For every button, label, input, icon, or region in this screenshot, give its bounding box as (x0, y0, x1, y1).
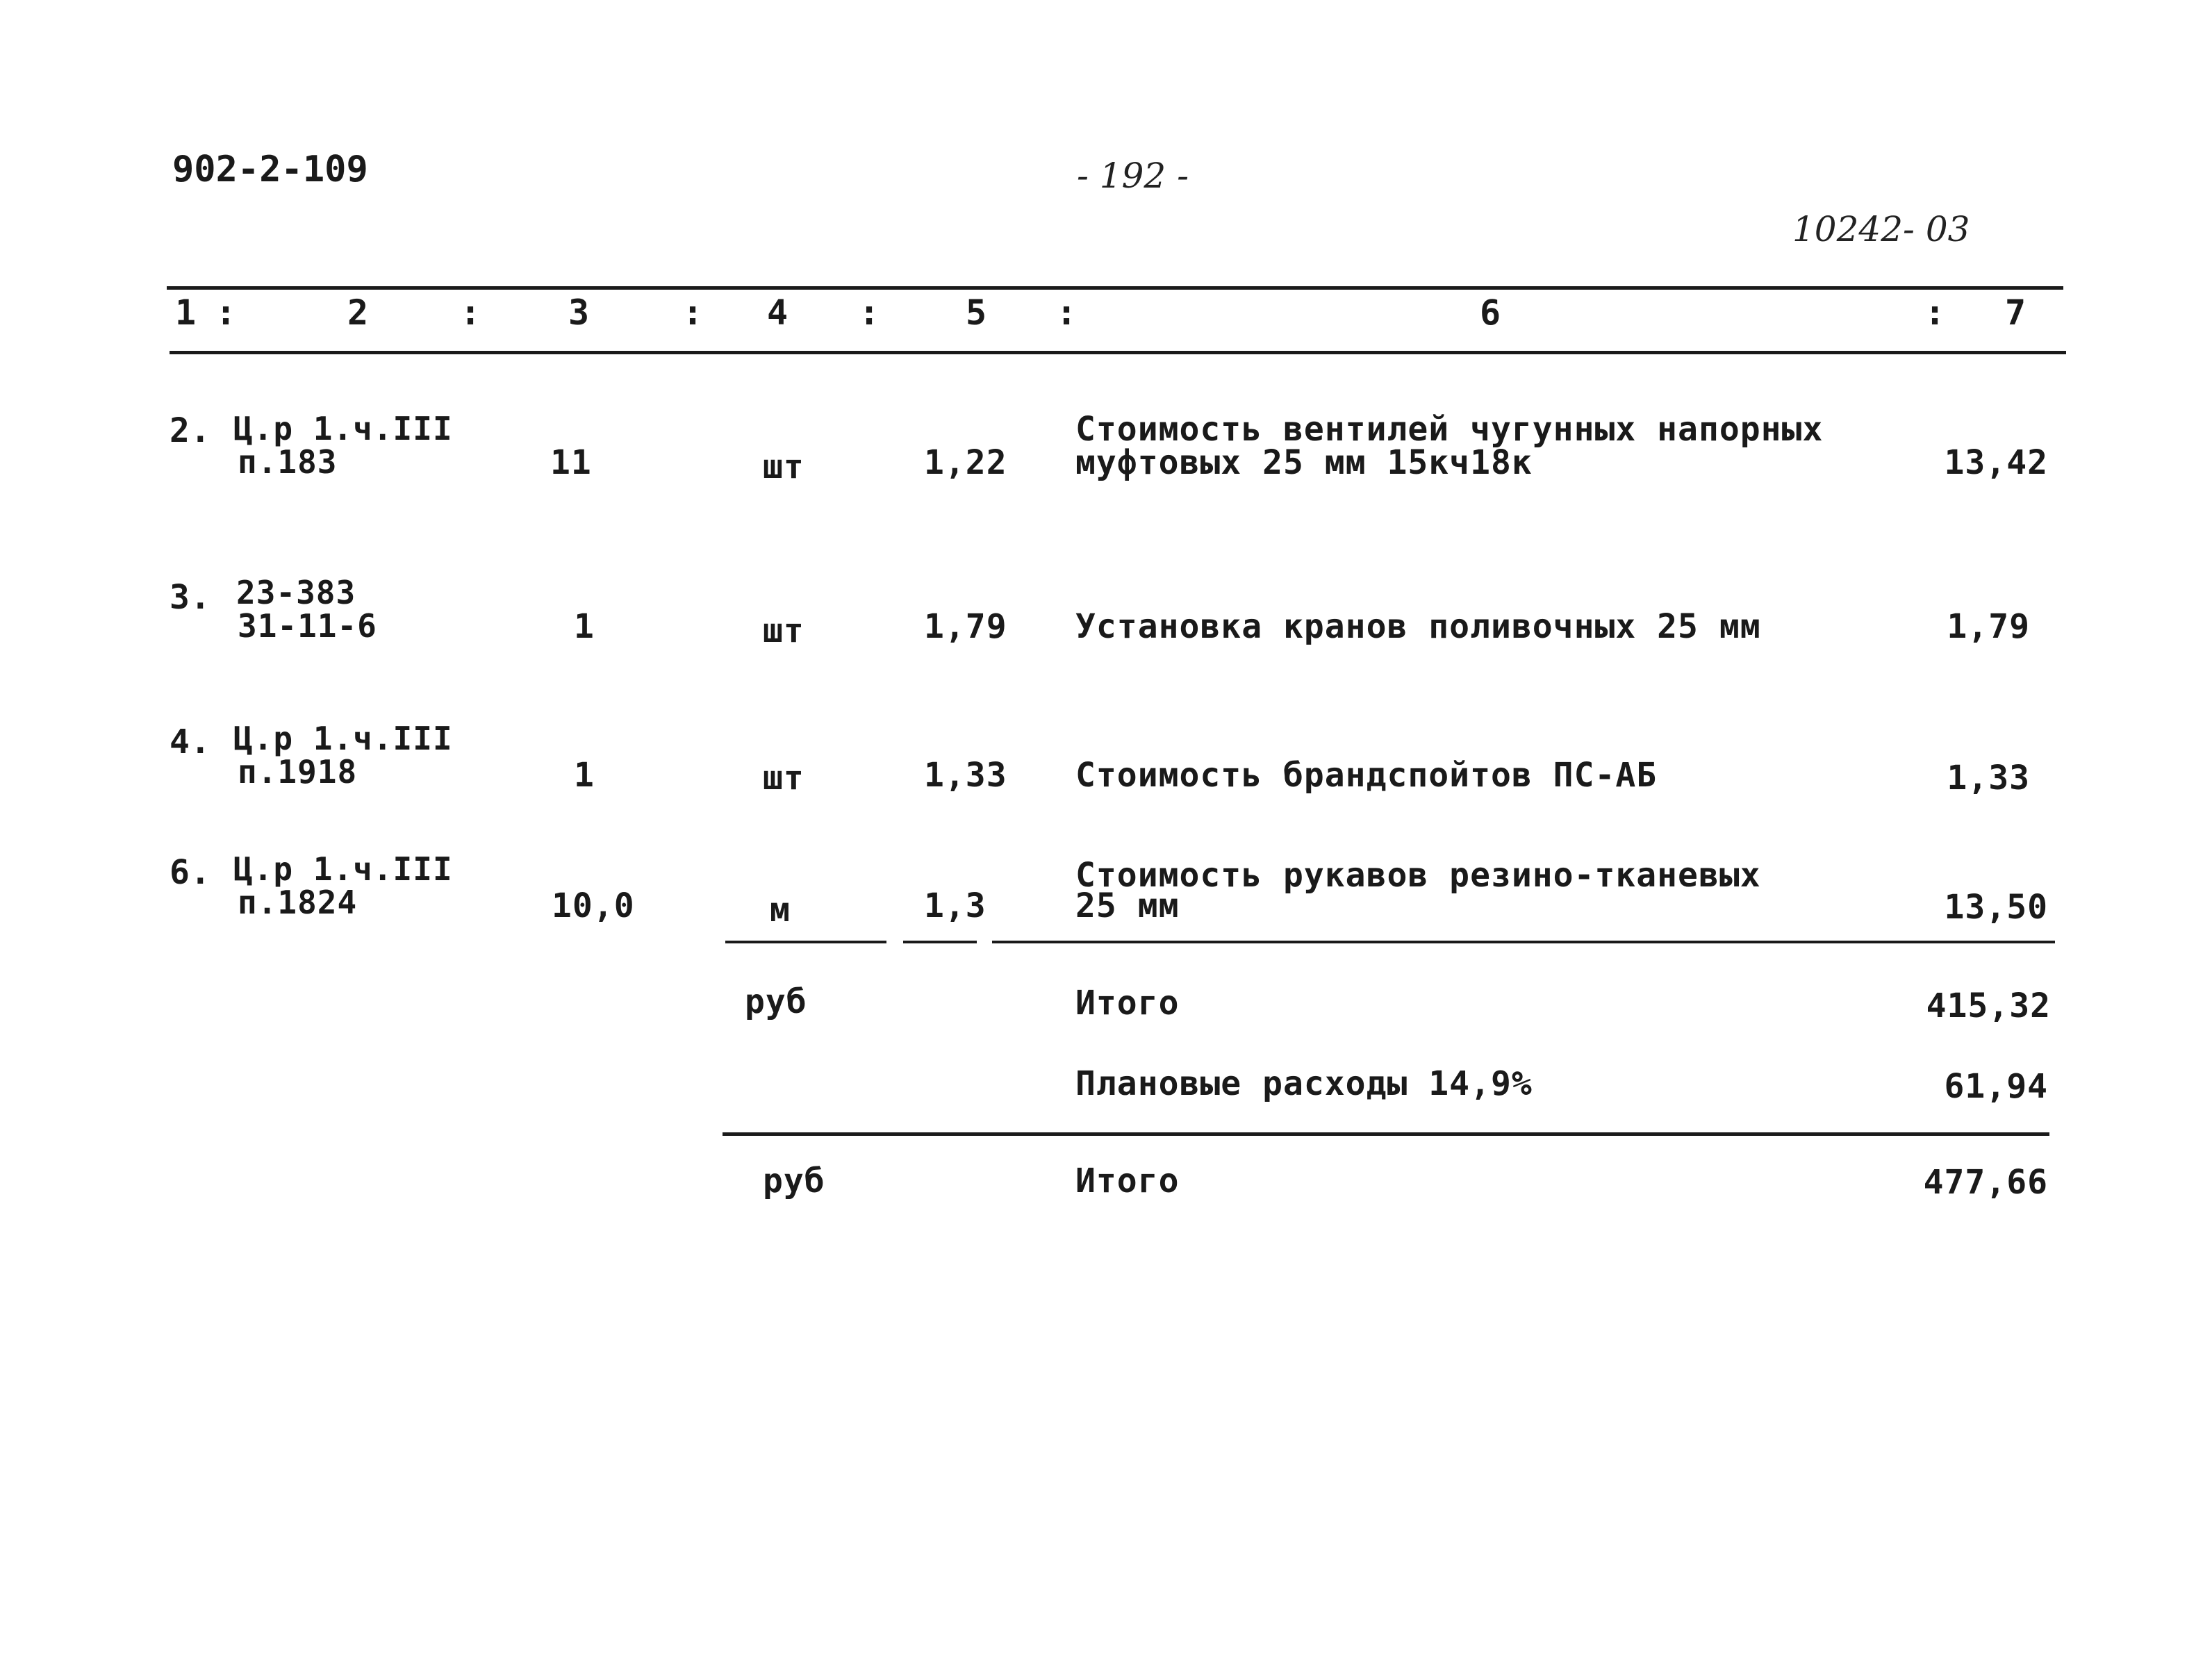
row-reference-item: п.183 (238, 443, 338, 481)
header-sep: : (859, 292, 880, 333)
sheet-code: 10242- 03 (1792, 209, 1970, 249)
header-sep: : (1056, 292, 1078, 333)
header-sep: : (460, 292, 481, 333)
subtotal-rule-price (903, 941, 977, 943)
header-col-3: 3 (568, 292, 590, 333)
row-unit: шт (763, 759, 804, 798)
row-total: 1,33 (1947, 759, 2030, 798)
row-reference: Ц.р 1.ч.III (233, 720, 453, 757)
row-price: 1,3 (924, 886, 987, 925)
row-price: 1,33 (924, 756, 1007, 795)
row-unit: шт (763, 611, 804, 650)
row-description: Стоимость вентилей чугунных напорных (1075, 410, 1824, 449)
row-unit: м (770, 891, 791, 930)
row-quantity: 10,0 (552, 886, 635, 925)
row-description-cont: 25 мм (1075, 886, 1180, 925)
row-total: 13,42 (1944, 443, 2048, 482)
row-description: Стоимость рукавов резино-тканевых (1075, 856, 1761, 895)
document-code: 902-2-109 (172, 149, 368, 190)
row-quantity: 1 (574, 756, 595, 795)
row-number: 2. (170, 411, 211, 450)
total-value: 477,66 (1923, 1163, 2048, 1202)
overhead-label: Плановые расходы 14,9% (1075, 1064, 1533, 1103)
total-label: Итого (1075, 1162, 1180, 1200)
row-description-cont: муфтовых 25 мм 15кч18к (1075, 443, 1533, 482)
header-col-1: 1 (175, 292, 197, 333)
row-total: 13,50 (1944, 888, 2048, 927)
row-reference-item: 31-11-6 (238, 607, 377, 645)
row-reference-item: п.1918 (238, 753, 358, 791)
row-quantity: 11 (550, 443, 592, 482)
header-col-2: 2 (347, 292, 369, 333)
row-price: 1,22 (924, 443, 1007, 482)
row-reference-item: п.1824 (238, 884, 358, 921)
row-number: 6. (170, 853, 211, 892)
row-description: Стоимость брандспойтов ПС-АБ (1075, 756, 1658, 795)
row-reference: 23-383 (236, 574, 356, 611)
row-unit: шт (763, 447, 804, 486)
total-rule (723, 1132, 2049, 1136)
subtotal-label: Итого (1075, 984, 1180, 1023)
subtotal-unit: руб (745, 982, 807, 1021)
header-sep: : (215, 292, 237, 333)
row-reference: Ц.р 1.ч.III (233, 850, 453, 888)
page-number: - 192 - (1077, 156, 1189, 196)
subtotal-rule-sum (992, 941, 2055, 943)
header-col-5: 5 (966, 292, 987, 333)
row-quantity: 1 (574, 607, 595, 646)
total-unit: руб (763, 1162, 825, 1200)
row-reference: Ц.р 1.ч.III (233, 410, 453, 447)
header-col-6: 6 (1480, 292, 1501, 333)
subtotal-rule-unit (725, 941, 886, 943)
header-bottom-rule (170, 351, 2066, 354)
row-number: 4. (170, 722, 211, 761)
header-col-7: 7 (2005, 292, 2027, 333)
row-price: 1,79 (924, 607, 1007, 646)
subtotal-value: 415,32 (1926, 986, 2051, 1025)
row-total: 1,79 (1947, 607, 2030, 646)
row-description: Установка кранов поливочных 25 мм (1075, 607, 1761, 646)
header-sep: : (1924, 292, 1946, 333)
header-col-4: 4 (767, 292, 789, 333)
header-sep: : (682, 292, 704, 333)
row-number: 3. (170, 578, 211, 617)
header-top-rule (167, 286, 2063, 290)
overhead-value: 61,94 (1944, 1067, 2048, 1106)
